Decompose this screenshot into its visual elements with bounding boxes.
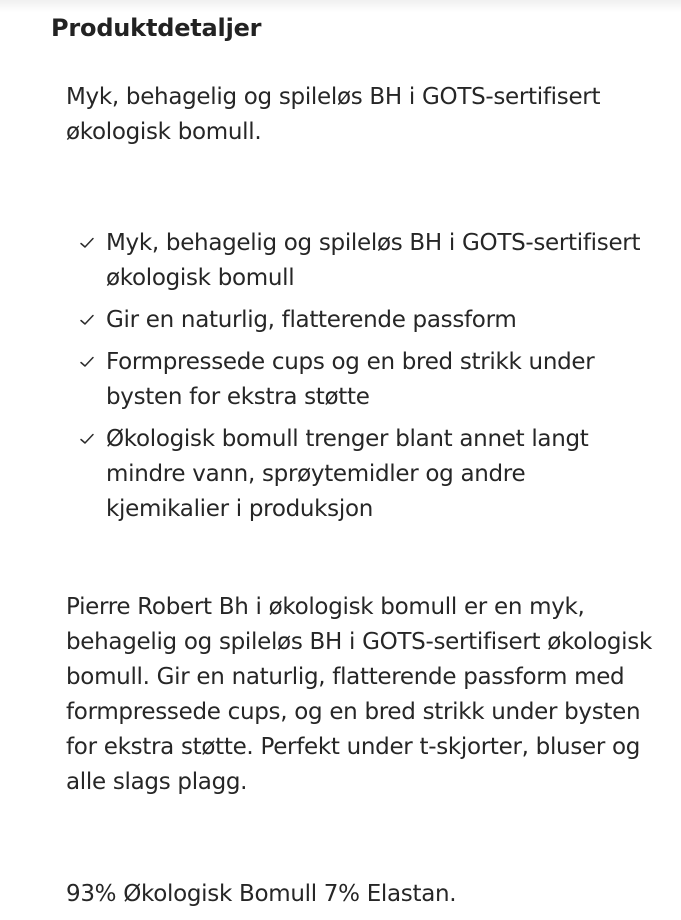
feature-item [78,226,648,296]
checkmark-icon [78,234,96,252]
feature-item [78,345,648,415]
feature-text: Gir en naturlig, flatterende passform [106,307,517,333]
feature-text: Formpressede cups og en bred strikk under bysten for ekstra støtte [106,349,595,410]
feature-item [78,303,648,338]
intro-paragraph: Myk, behagelig og spileløs BH i GOTS-sertifisert økologisk bomull. [66,84,601,145]
description-paragraph: Pierre Robert Bh i økologisk bomull er en myk, behagelig og spileløs BH i GOTS-sertifisert økologisk bomull. Gir en naturlig, flatterende passform med formpressede cups, og en bred strikk under bysten for ekstra støtte. Perfekt under t-skjorter, bluser og alle slags plagg. [66,594,652,795]
feature-list [78,226,648,534]
checkmark-icon [78,311,96,329]
feature-item [78,422,648,527]
feature-text: Økologisk bomull trenger blant annet langt mindre vann, sprøytemidler og andre kjemikalier i produksjon [106,426,589,522]
checkmark-icon [78,430,96,448]
top-edge-shadow [0,0,681,12]
checkmark-icon [78,353,96,371]
material-composition: 93% Økologisk Bomull 7% Elastan. [66,881,457,907]
feature-text: Myk, behagelig og spileløs BH i GOTS-sertifisert økologisk bomull [106,230,641,291]
section-title: Produktdetaljer [51,14,262,42]
